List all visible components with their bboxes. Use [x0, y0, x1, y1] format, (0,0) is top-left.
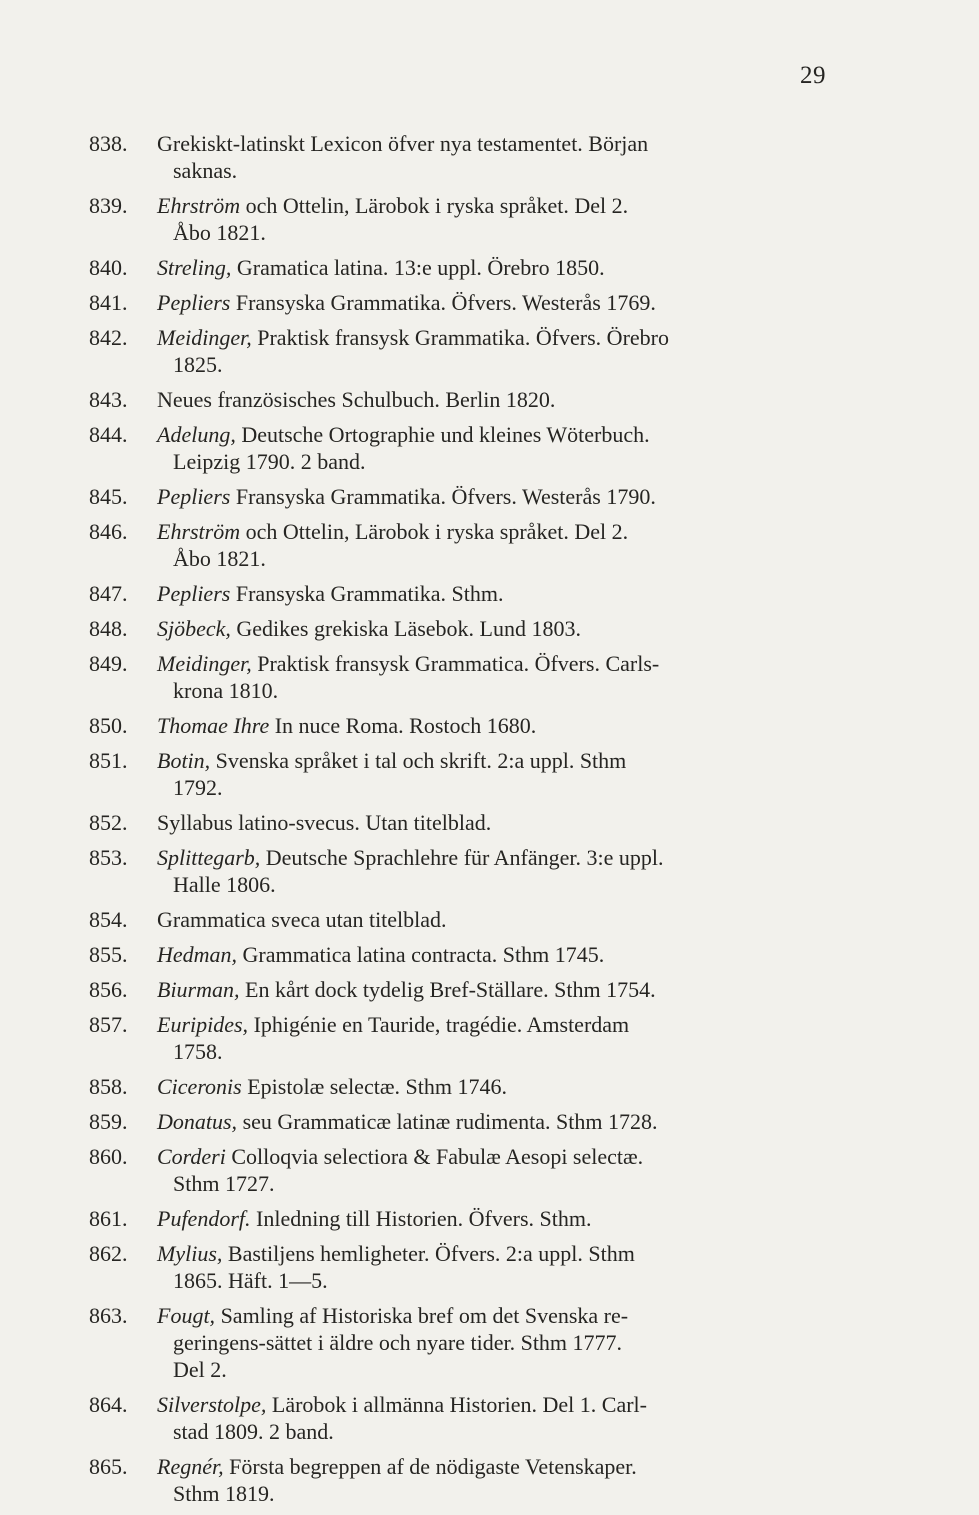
- entry-number: 865.: [89, 1454, 128, 1479]
- entry-author: Pufendorf.: [157, 1206, 251, 1231]
- catalog-entry: [0, 1391, 833, 1445]
- entry-text: [157, 192, 833, 219]
- entry-number: 859.: [89, 1109, 128, 1134]
- entry-author: Hedman,: [157, 942, 238, 967]
- entry-title: Praktisk fransysk Grammatika. Öfvers. Örebro: [257, 325, 669, 350]
- entry-text: [157, 1011, 833, 1038]
- entry-number: 840.: [89, 255, 128, 280]
- entry-number: 853.: [89, 845, 128, 870]
- entry-continuation: stad 1809. 2 band.: [173, 1419, 334, 1444]
- page-number: 29: [800, 62, 826, 89]
- entry-text: [157, 1108, 833, 1135]
- catalog-entry: [0, 844, 833, 898]
- entry-title: seu Grammaticæ latinæ rudimenta. Sthm 1728.: [242, 1109, 658, 1134]
- entry-continuation: 1865. Häft. 1—5.: [173, 1268, 328, 1293]
- entry-continuation: 1758.: [173, 1039, 223, 1064]
- entry-continuation: 1792.: [173, 775, 223, 800]
- entry-title: Neues französisches Schulbuch. Berlin 1820.: [157, 387, 556, 412]
- catalog-entry: [0, 518, 833, 572]
- entry-text: [157, 615, 833, 642]
- entry-author: Streling,: [157, 255, 232, 280]
- entry-title: Deutsche Ortographie und kleines Wöterbuch.: [241, 422, 650, 447]
- entry-text: [157, 1391, 833, 1418]
- entry-title: Bastiljens hemligheter. Öfvers. 2:a uppl. Sthm: [227, 1241, 635, 1266]
- entry-text: [157, 580, 833, 607]
- entry-text: [157, 1073, 833, 1100]
- entry-title: Samling af Historiska bref om det Svenska re-: [220, 1303, 629, 1328]
- catalog-entry: [0, 1453, 833, 1507]
- entry-number: 842.: [89, 325, 128, 350]
- entry-continuation: Leipzig 1790. 2 band.: [173, 449, 366, 474]
- entry-title: Gedikes grekiska Läsebok. Lund 1803.: [236, 616, 581, 641]
- catalog-entry: [0, 580, 833, 607]
- entry-text: [157, 1453, 833, 1480]
- entry-number: 846.: [89, 519, 128, 544]
- entry-author: Adelung,: [157, 422, 236, 447]
- catalog-entry: [0, 254, 833, 281]
- entry-number: 855.: [89, 942, 128, 967]
- catalog-entry: [0, 712, 833, 739]
- catalog-entry: [0, 1011, 833, 1065]
- entry-number: 841.: [89, 290, 128, 315]
- entry-number: 844.: [89, 422, 128, 447]
- entry-continuation: Åbo 1821.: [173, 220, 266, 245]
- entry-title: Första begreppen af de nödigaste Vetenskaper.: [229, 1454, 637, 1479]
- catalog-entry: [0, 1302, 833, 1383]
- entry-title: En kårt dock tydelig Bref-Ställare. Sthm 1754.: [245, 977, 656, 1002]
- catalog-entry: [0, 976, 833, 1003]
- entry-text: [157, 421, 833, 448]
- entry-author: Donatus,: [157, 1109, 238, 1134]
- entry-number: 860.: [89, 1144, 128, 1169]
- entry-author: Meidinger,: [157, 325, 252, 350]
- entry-continuation: Del 2.: [173, 1357, 227, 1382]
- entry-author: Botin,: [157, 748, 211, 773]
- entry-number: 852.: [89, 810, 128, 835]
- entry-author: Mylius,: [157, 1241, 223, 1266]
- catalog-entry: [0, 941, 833, 968]
- entry-author: Splittegarb,: [157, 845, 261, 870]
- catalog-entry: [0, 324, 833, 378]
- entry-author: Ehrström: [157, 193, 241, 218]
- catalog-entry: [0, 906, 833, 933]
- entry-text: [157, 386, 833, 413]
- entry-title: Fransyska Grammatika. Öfvers. Westerås 1790.: [235, 484, 656, 509]
- entry-title: Epistolæ selectæ. Sthm 1746.: [247, 1074, 507, 1099]
- catalog-entry: [0, 1240, 833, 1294]
- entry-text: [157, 130, 833, 157]
- entry-title: Grekiskt-latinskt Lexicon öfver nya testamentet. Början: [157, 131, 649, 156]
- catalog-entry: [0, 1143, 833, 1197]
- entry-number: 864.: [89, 1392, 128, 1417]
- entry-number: 856.: [89, 977, 128, 1002]
- entry-number: 847.: [89, 581, 128, 606]
- entry-text: [157, 1240, 833, 1267]
- catalog-entry: [0, 650, 833, 704]
- entry-number: 863.: [89, 1303, 128, 1328]
- entry-text: [157, 650, 833, 677]
- entry-text: [157, 289, 833, 316]
- catalog-entry: [0, 1108, 833, 1135]
- entry-title: Svenska språket i tal och skrift. 2:a uppl. Sthm: [215, 748, 627, 773]
- catalog-entry: [0, 421, 833, 475]
- entry-title: Iphigénie en Tauride, tragédie. Amsterdam: [253, 1012, 630, 1037]
- entry-number: 850.: [89, 713, 128, 738]
- entry-title: Grammatica latina contracta. Sthm 1745.: [242, 942, 605, 967]
- entry-author: Silverstolpe,: [157, 1392, 267, 1417]
- entry-text: [157, 1205, 833, 1232]
- entry-title: Fransyska Grammatika. Sthm.: [235, 581, 504, 606]
- entry-text: [157, 844, 833, 871]
- entry-text: [157, 518, 833, 545]
- entry-text: [157, 747, 833, 774]
- catalog-entry: [0, 1205, 833, 1232]
- entry-number: 839.: [89, 193, 128, 218]
- entry-title: Praktisk fransysk Grammatica. Öfvers. Carls-: [257, 651, 660, 676]
- entry-number: 858.: [89, 1074, 128, 1099]
- entry-author: Pepliers: [157, 581, 231, 606]
- entry-author: Corderi: [157, 1144, 226, 1169]
- entry-text: [157, 941, 833, 968]
- entry-author: Biurman,: [157, 977, 240, 1002]
- entry-title: Lärobok i allmänna Historien. Del 1. Carl-: [271, 1392, 647, 1417]
- entry-title: In nuce Roma. Rostoch 1680.: [274, 713, 537, 738]
- entry-text: [157, 976, 833, 1003]
- entry-author: Euripides,: [157, 1012, 249, 1037]
- entry-title: och Ottelin, Lärobok i ryska språket. Del 2.: [245, 193, 629, 218]
- catalog-entry: [0, 615, 833, 642]
- entry-title: Grammatica sveca utan titelblad.: [157, 907, 447, 932]
- entry-text: [157, 254, 833, 281]
- entry-number: 851.: [89, 748, 128, 773]
- entry-title: och Ottelin, Lärobok i ryska språket. Del 2.: [245, 519, 629, 544]
- entry-continuation: 1825.: [173, 352, 223, 377]
- catalog-entry: [0, 809, 833, 836]
- entry-continuation: Sthm 1727.: [173, 1171, 275, 1196]
- entry-title: Syllabus latino-svecus. Utan titelblad.: [157, 810, 492, 835]
- catalog-entry: [0, 1073, 833, 1100]
- entry-author: Fougt,: [157, 1303, 216, 1328]
- entry-author: Ehrström: [157, 519, 241, 544]
- entry-number: 857.: [89, 1012, 128, 1037]
- catalog-entry: [0, 289, 833, 316]
- entry-text: [157, 483, 833, 510]
- entry-author: Thomae Ihre: [157, 713, 270, 738]
- entry-title: Colloqvia selectiora & Fabulæ Aesopi selectæ.: [231, 1144, 644, 1169]
- entry-text: [157, 809, 833, 836]
- entry-continuation: geringens-sättet i äldre och nyare tider. Sthm 1777.: [173, 1330, 623, 1355]
- entry-text: [157, 906, 833, 933]
- entry-text: [157, 324, 833, 351]
- entry-text: [157, 1302, 833, 1329]
- entry-number: 843.: [89, 387, 128, 412]
- entry-number: 845.: [89, 484, 128, 509]
- entry-text: [157, 712, 833, 739]
- entry-continuation: Åbo 1821.: [173, 546, 266, 571]
- catalog-entry: [0, 386, 833, 413]
- entry-number: 854.: [89, 907, 128, 932]
- entry-continuation: Halle 1806.: [173, 872, 276, 897]
- catalog-entry: [0, 483, 833, 510]
- entry-continuation: krona 1810.: [173, 678, 279, 703]
- entry-title: Gramatica latina. 13:e uppl. Örebro 1850.: [236, 255, 605, 280]
- entry-continuation: Sthm 1819.: [173, 1481, 275, 1506]
- entry-number: 862.: [89, 1241, 128, 1266]
- catalog-entry-list: [0, 130, 979, 1515]
- catalog-entry: [0, 747, 833, 801]
- entry-title: Fransyska Grammatika. Öfvers. Westerås 1769.: [235, 290, 656, 315]
- entry-number: 848.: [89, 616, 128, 641]
- entry-number: 838.: [89, 131, 128, 156]
- entry-number: 861.: [89, 1206, 128, 1231]
- entry-title: Inledning till Historien. Öfvers. Sthm.: [256, 1206, 592, 1231]
- entry-author: Pepliers: [157, 290, 231, 315]
- entry-continuation: saknas.: [173, 158, 238, 183]
- catalog-entry: [0, 192, 833, 246]
- entry-author: Regnér,: [157, 1454, 224, 1479]
- entry-text: [157, 1143, 833, 1170]
- catalog-entry: [0, 130, 833, 184]
- entry-author: Sjöbeck,: [157, 616, 231, 641]
- entry-author: Ciceronis: [157, 1074, 242, 1099]
- entry-number: 849.: [89, 651, 128, 676]
- entry-author: Pepliers: [157, 484, 231, 509]
- entry-title: Deutsche Sprachlehre für Anfänger. 3:e uppl.: [265, 845, 664, 870]
- entry-author: Meidinger,: [157, 651, 252, 676]
